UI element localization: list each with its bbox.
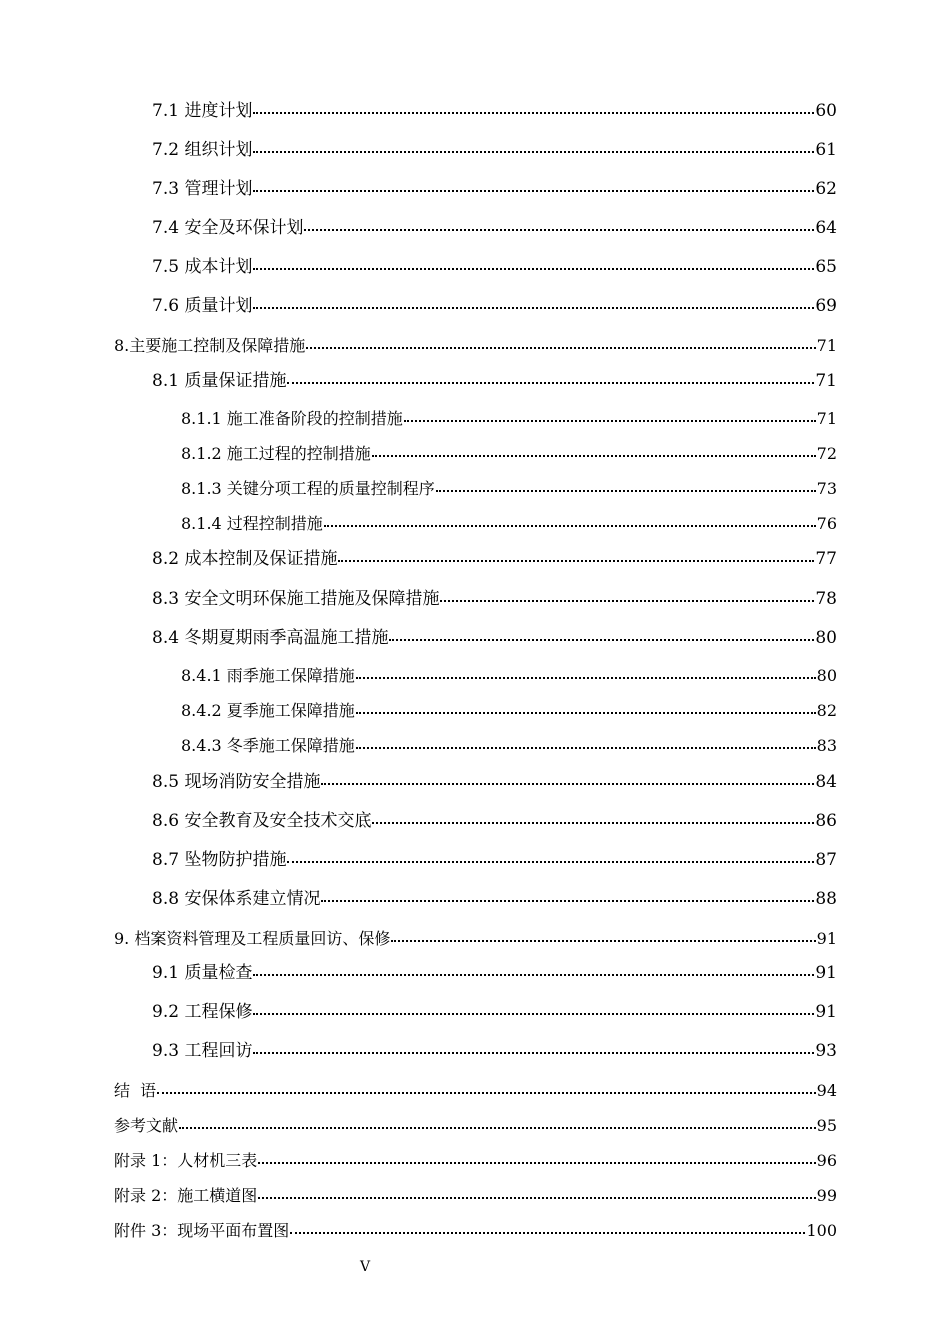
toc-leader-dots	[389, 639, 814, 641]
toc-entry-8-1-3[interactable]	[181, 481, 837, 497]
toc-entry-page: 73	[816, 479, 837, 498]
toc-leader-dots	[253, 151, 814, 153]
toc-entry-title: 9.3 工程回访	[152, 1041, 253, 1061]
toc-entry-appendix-1[interactable]	[114, 1153, 837, 1169]
toc-entry-title: 8.4.2 夏季施工保障措施	[181, 701, 355, 720]
toc-leader-dots	[304, 229, 814, 231]
toc-entry-7-4[interactable]	[152, 220, 837, 237]
toc-entry-title: 7.2 组织计划	[152, 140, 253, 160]
toc-entry-title: 8.1.1 施工准备阶段的控制措施	[181, 409, 403, 428]
toc-entry-page: 72	[816, 444, 837, 463]
toc-entry-7-3[interactable]	[152, 181, 837, 198]
toc-entry-page: 62	[815, 179, 837, 199]
toc-entry-title: 附录 1：人材机三表	[114, 1151, 258, 1170]
toc-entry-8-2[interactable]	[152, 551, 837, 568]
toc-entry-8-8[interactable]	[152, 891, 837, 908]
toc-entry-title: 8.1.4 过程控制措施	[181, 514, 323, 533]
toc-entry-9-3[interactable]	[152, 1043, 837, 1060]
toc-leader-dots	[179, 1127, 816, 1129]
toc-leader-dots	[157, 1092, 815, 1094]
toc-leader-dots	[290, 1232, 805, 1234]
toc-entry-title: 7.6 质量计划	[152, 296, 253, 316]
toc-entry-page: 83	[816, 736, 837, 755]
toc-leader-dots	[258, 1162, 815, 1164]
toc-entry-title: 8.3 安全文明环保施工措施及保障措施	[152, 589, 440, 609]
toc-entry-title: 8.4 冬期夏期雨季高温施工措施	[152, 628, 389, 648]
toc-entry-8-3[interactable]	[152, 591, 837, 608]
toc-entry-8-4-2[interactable]	[181, 703, 837, 719]
toc-entry-7-5[interactable]	[152, 259, 837, 276]
toc-entry-page: 86	[815, 811, 837, 831]
toc-entry-8-5[interactable]	[152, 774, 837, 791]
toc-entry-7-6[interactable]	[152, 298, 837, 315]
toc-leader-dots	[287, 382, 814, 384]
toc-leader-dots	[324, 525, 816, 527]
toc-leader-dots	[356, 712, 816, 714]
toc-entry-9[interactable]	[114, 931, 837, 947]
toc-entry-page: 71	[815, 371, 837, 391]
toc-leader-dots	[391, 940, 815, 942]
toc-leader-dots	[321, 783, 814, 785]
toc-entry-8-6[interactable]	[152, 813, 837, 830]
toc-entry-title: 8.7 坠物防护措施	[152, 850, 287, 870]
toc-entry-8-1-4[interactable]	[181, 516, 837, 532]
toc-entry-page: 95	[816, 1116, 837, 1135]
toc-entry-8-4-1[interactable]	[181, 668, 837, 684]
toc-entry-references[interactable]	[114, 1118, 837, 1134]
toc-leader-dots	[436, 490, 816, 492]
toc-entry-7-1[interactable]	[152, 103, 837, 120]
toc-entry-title: 8.2 成本控制及保证措施	[152, 549, 338, 569]
toc-entry-title: 参考文献	[114, 1116, 179, 1135]
toc-entry-page: 91	[815, 1002, 837, 1022]
toc-entry-page: 64	[815, 218, 837, 238]
toc-entry-conclusion[interactable]	[114, 1083, 837, 1099]
toc-entry-page: 80	[816, 666, 837, 685]
toc-leader-dots	[253, 974, 814, 976]
toc-entry-9-2[interactable]	[152, 1004, 837, 1021]
page-number-footer: V	[359, 1259, 371, 1275]
toc-leader-dots	[306, 347, 815, 349]
toc-entry-page: 77	[815, 549, 837, 569]
toc-entry-title: 结 语	[114, 1081, 157, 1100]
toc-entry-page: 71	[816, 336, 837, 355]
toc-entry-page: 78	[815, 589, 837, 609]
toc-entry-title: 9.2 工程保修	[152, 1002, 253, 1022]
toc-entry-8-4-3[interactable]	[181, 738, 837, 754]
toc-entry-title: 8.1 质量保证措施	[152, 371, 287, 391]
toc-entry-page: 61	[815, 140, 837, 160]
toc-leader-dots	[372, 822, 814, 824]
toc-leader-dots	[253, 112, 814, 114]
toc-entry-page: 91	[815, 963, 837, 983]
toc-entry-title: 8.5 现场消防安全措施	[152, 772, 321, 792]
toc-entry-8[interactable]	[114, 338, 837, 354]
toc-entry-page: 99	[816, 1186, 837, 1205]
toc-entry-page: 91	[816, 929, 837, 948]
toc-entry-page: 87	[815, 850, 837, 870]
toc-entry-title: 8.4.1 雨季施工保障措施	[181, 666, 355, 685]
toc-entry-title: 8.6 安全教育及安全技术交底	[152, 811, 372, 831]
toc-leader-dots	[404, 420, 816, 422]
toc-leader-dots	[253, 1013, 814, 1015]
toc-leader-dots	[321, 900, 814, 902]
toc-entry-9-1[interactable]	[152, 965, 837, 982]
toc-entry-title: 8.主要施工控制及保障措施	[114, 336, 306, 355]
toc-leader-dots	[338, 560, 814, 562]
toc-entry-title: 8.4.3 冬季施工保障措施	[181, 736, 355, 755]
toc-entry-page: 69	[815, 296, 837, 316]
toc-entry-page: 82	[816, 701, 837, 720]
toc-leader-dots	[356, 677, 816, 679]
toc-leader-dots	[440, 600, 814, 602]
toc-entry-title: 附件 3：现场平面布置图	[114, 1221, 290, 1240]
toc-entry-page: 76	[816, 514, 837, 533]
toc-entry-page: 93	[815, 1041, 837, 1061]
toc-entry-title: 8.8 安保体系建立情况	[152, 889, 321, 909]
toc-entry-page: 84	[815, 772, 837, 792]
toc-entry-title: 9. 档案资料管理及工程质量回访、保修	[114, 929, 391, 948]
toc-entry-title: 附录 2：施工横道图	[114, 1186, 258, 1205]
toc-leader-dots	[253, 268, 814, 270]
toc-entry-page: 65	[815, 257, 837, 277]
toc-leader-dots	[258, 1197, 815, 1199]
toc-leader-dots	[356, 747, 816, 749]
toc-entry-8-1-2[interactable]	[181, 446, 837, 462]
toc-entry-page: 100	[806, 1221, 837, 1240]
toc-entry-page: 60	[815, 101, 837, 121]
toc-entry-title: 7.5 成本计划	[152, 257, 253, 277]
toc-entry-page: 96	[816, 1151, 837, 1170]
toc-entry-title: 7.1 进度计划	[152, 101, 253, 121]
toc-entry-title: 8.1.3 关键分项工程的质量控制程序	[181, 479, 435, 498]
toc-leader-dots	[287, 861, 814, 863]
toc-leader-dots	[253, 307, 814, 309]
toc-entry-page: 94	[816, 1081, 837, 1100]
toc-entry-page: 88	[815, 889, 837, 909]
toc-entry-title: 8.1.2 施工过程的控制措施	[181, 444, 371, 463]
toc-entry-title: 9.1 质量检查	[152, 963, 253, 983]
toc-entry-page: 71	[816, 409, 837, 428]
toc-entry-appendix-2[interactable]	[114, 1188, 837, 1204]
toc-entry-attachment-3[interactable]	[114, 1223, 837, 1239]
toc-entry-8-7[interactable]	[152, 852, 837, 869]
toc-leader-dots	[372, 455, 816, 457]
toc-entry-page: 80	[815, 628, 837, 648]
toc-entry-8-1[interactable]	[152, 373, 837, 390]
toc-entry-title: 7.3 管理计划	[152, 179, 253, 199]
toc-entry-7-2[interactable]	[152, 142, 837, 159]
toc-entry-title: 7.4 安全及环保计划	[152, 218, 304, 238]
toc-entry-8-1-1[interactable]	[181, 411, 837, 427]
toc-leader-dots	[253, 1052, 814, 1054]
toc-entry-8-4[interactable]	[152, 630, 837, 647]
toc-leader-dots	[253, 190, 814, 192]
